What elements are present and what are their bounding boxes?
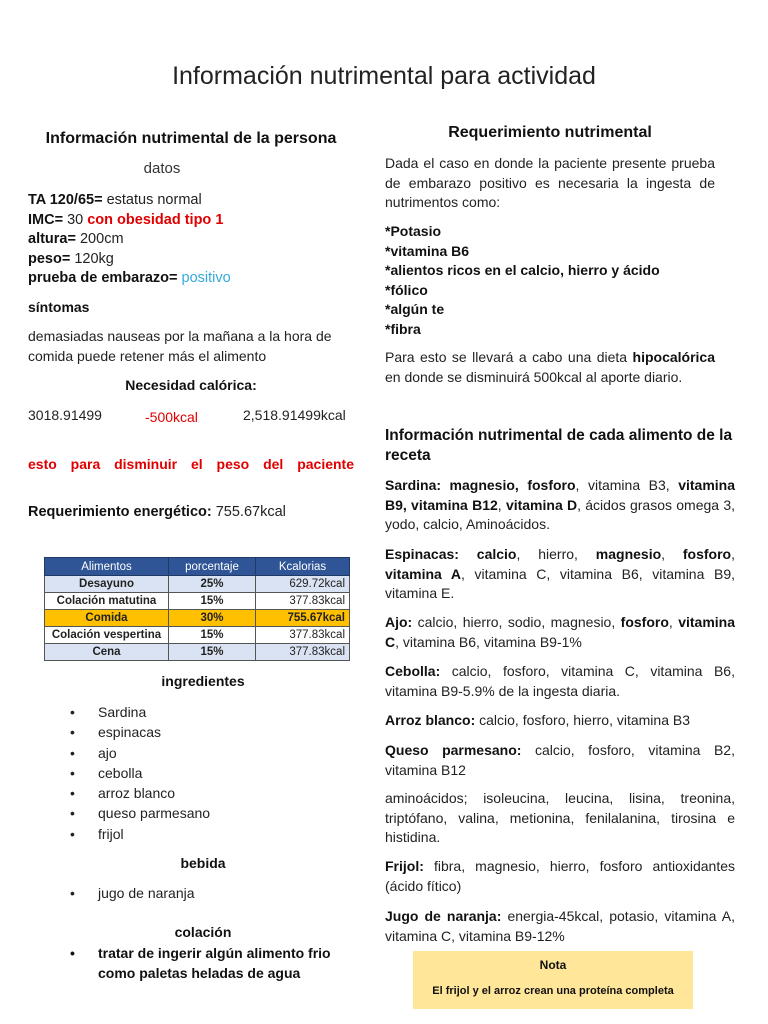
necesidad-heading: Necesidad calórica: (125, 377, 257, 393)
table-cell: 377.83kcal (256, 627, 350, 644)
table-cell: 30% (169, 610, 256, 627)
sardina-text: , ácidos grasos omega 3, yodo, calcio, Aminoácidos. (385, 496, 735, 532)
diet-pre: Para esto se llevará a cabo una dieta (385, 349, 633, 365)
sintomas-text: demasiadas nauseas por la mañana a la hora de comida puede retener más el alimento (28, 328, 332, 364)
col-header-porcentaje: porcentaje (169, 558, 256, 576)
table-cell: Desayuno (45, 576, 169, 593)
table-header-row (45, 558, 350, 576)
list-item: *Potasio (385, 223, 442, 239)
espinacas-text: , (731, 546, 735, 562)
aminoacidos-paragraph: aminoácidos; isoleucina, leucina, lisina, treonina, triptófano, valina, metionina, fenilalanina, tirosina e histidina. (385, 790, 735, 845)
ajo-text: , vitamina B6, vitamina B9-1% (395, 633, 582, 650)
list-item: • cebolla (70, 763, 210, 783)
page-title: Información nutrimental para actividad (172, 62, 596, 90)
ajo-label: Ajo: (385, 614, 413, 630)
table-row (45, 576, 350, 593)
ta-line (28, 191, 358, 211)
table-cell: 377.83kcal (256, 593, 350, 610)
meal-distribution-table (44, 557, 350, 661)
table-cell: Cena (45, 644, 169, 661)
espinacas-text: , hierro, (516, 546, 596, 562)
diet-bold: hipocalórica (632, 349, 715, 365)
col-header-alimentos: Alimentos (45, 558, 169, 576)
person-data (28, 191, 358, 289)
list-item: *vitamina B6 (385, 242, 470, 259)
frijol-text: fibra, magnesio, hierro, fosforo antioxidantes (ácido fítico) (385, 858, 735, 894)
req-energetico (28, 504, 286, 520)
imc-note: con obesidad tipo 1 (87, 211, 224, 228)
list-item: • espinacas (70, 722, 210, 742)
arroz-text: calcio, fosforo, hierro, vitamina B3 (475, 712, 690, 728)
sardina-text: , (497, 496, 506, 513)
espinacas-bold: vitamina A (385, 565, 462, 582)
altura-line (28, 230, 358, 250)
espinacas-text: , vitamina C, vitamina B6, vitamina B9, vitamina E. (385, 565, 736, 601)
table-cell: 25% (169, 576, 256, 593)
queso-paragraph (385, 741, 735, 780)
list-item: • jugo de naranja (70, 884, 195, 903)
table-row (45, 644, 350, 661)
cebolla-label: Cebolla: (385, 663, 441, 679)
table-cell: 15% (169, 593, 256, 610)
table-cell: Comida (45, 610, 169, 627)
calorie-minus: -500kcal (145, 409, 198, 425)
altura-value: 200cm (75, 231, 124, 247)
list-item: *fibra (385, 320, 421, 337)
ajo-paragraph (385, 613, 735, 652)
table-cell: 755.67kcal (256, 610, 350, 627)
sardina-text: , vitamina B3, (575, 477, 679, 493)
table-row (45, 593, 350, 610)
table-cell: 377.83kcal (256, 644, 350, 661)
list-item: *fólico (385, 281, 428, 298)
frijol-paragraph (385, 857, 735, 896)
ajo-text: , (668, 614, 679, 630)
espinacas-label: Espinacas: calcio (385, 546, 517, 562)
jugo-text: energia-45kcal, potasio, vitamina A, vitamina C, vitamina B9-12% (385, 908, 735, 944)
ajo-bold: vitamina C (385, 614, 736, 650)
embarazo-line (28, 269, 358, 289)
ingredientes-list (70, 702, 210, 844)
col-header-kcalorias: Kcalorias (256, 558, 350, 576)
ta-label: TA 120/65= (28, 192, 103, 208)
datos-subheading: datos (143, 160, 181, 177)
bebida-heading: bebida (180, 855, 226, 871)
espinacas-paragraph (385, 545, 735, 604)
calorie-result: 2,518.91499kcal (243, 407, 346, 423)
weight-loss-note: esto para disminuir el peso del paciente (28, 456, 354, 472)
ingredientes-heading: ingredientes (161, 673, 245, 689)
sardina-paragraph (385, 476, 735, 535)
sardina-bold: vitamina B9, vitamina B12 (385, 477, 736, 513)
list-item: • frijol (70, 824, 210, 844)
embarazo-label: prueba de embarazo= (28, 270, 178, 286)
arroz-label: Arroz blanco: (385, 712, 476, 728)
embarazo-value: positivo (177, 270, 231, 286)
queso-label: Queso parmesano: (385, 742, 522, 758)
bebida-list (70, 884, 195, 903)
list-item: • Sardina (70, 702, 210, 722)
cebolla-text: calcio, fosforo, vitamina C, vitamina B6, vitamina B9-5.9% de la ingesta diaria. (385, 663, 735, 699)
diet-paragraph (385, 348, 715, 387)
queso-text: calcio, fosforo, vitamina B2, vitamina B12 (385, 742, 735, 778)
list-item: • ajo (70, 743, 210, 763)
person-info-heading: Información nutrimental de la persona (45, 130, 337, 147)
espinacas-text: , (661, 546, 683, 562)
colacion-list (70, 944, 356, 983)
cebolla-paragraph (385, 662, 735, 701)
note-box (413, 951, 693, 1009)
frijol-label: Frijol: (385, 858, 424, 874)
list-item: • arroz blanco (70, 783, 210, 803)
req-value: 755.67kcal (211, 504, 286, 520)
table-row-highlighted (45, 610, 350, 627)
note-title: Nota (539, 958, 567, 972)
note-text: El frijol y el arroz crean una proteína completa (432, 985, 674, 997)
imc-line (28, 211, 358, 231)
peso-label: peso= (28, 250, 71, 267)
diet-post: en donde se disminuirá 500kcal al aporte diario. (385, 368, 683, 385)
list-item: • queso parmesano (70, 803, 210, 823)
sintomas-heading: síntomas (28, 299, 90, 315)
calorie-base: 3018.91499 (28, 407, 102, 423)
imc-label: IMC= (28, 211, 64, 228)
ta-value: estatus normal (102, 192, 202, 208)
sardina-label: Sardina: magnesio, fosforo (385, 477, 576, 493)
table-cell: Colación vespertina (45, 627, 169, 644)
jugo-label: Jugo de naranja: (385, 908, 502, 924)
peso-line (28, 250, 358, 270)
arroz-paragraph (385, 711, 735, 731)
table-cell: Colación matutina (45, 593, 169, 610)
table-cell: 15% (169, 627, 256, 644)
peso-value: 120kg (70, 250, 114, 267)
req-nutrimental-heading: Requerimiento nutrimental (448, 124, 652, 141)
table-row (45, 627, 350, 644)
table-cell: 629.72kcal (256, 576, 350, 593)
espinacas-bold: fosforo (682, 546, 732, 562)
list-item: *algún te (385, 301, 445, 317)
nutrients-list (385, 222, 715, 339)
info-heading: Información nutrimental de cada alimento de la receta (385, 427, 733, 464)
imc-value: 30 (63, 211, 88, 228)
list-item: • tratar de ingerir algún alimento frio como paletas heladas de agua (70, 944, 356, 983)
jugo-paragraph (385, 907, 735, 946)
req-label: Requerimiento energético: (28, 504, 212, 520)
ajo-bold: fosforo (620, 614, 669, 630)
ajo-text: calcio, hierro, sodio, magnesio, (412, 614, 621, 630)
table-cell: 15% (169, 644, 256, 661)
colacion-heading: colación (174, 924, 232, 940)
espinacas-bold: magnesio (595, 546, 662, 562)
list-item: *alientos ricos en el calcio, hierro y ácido (385, 262, 660, 278)
sardina-bold: vitamina D (505, 496, 578, 513)
req-intro: Dada el caso en donde la paciente presente prueba de embarazo positivo es necesaria la ingesta de nutrimentos como: (385, 155, 715, 210)
altura-label: altura= (28, 231, 76, 247)
